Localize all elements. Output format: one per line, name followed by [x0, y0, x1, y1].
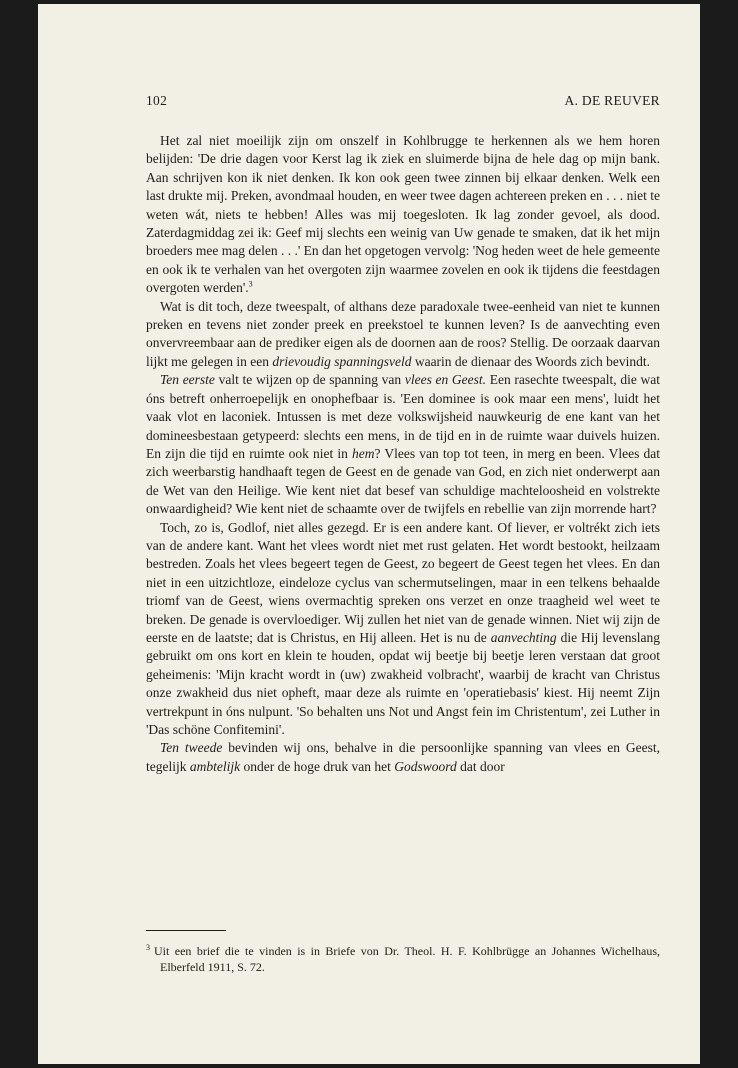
paragraph: Ten eerste valt te wijzen op de spanning van vlees en Geest. Een rasechte tweespalt, die wat óns betreft onherroepelijk en onophefbaar is. 'Een dominee is ook maar een mens', luidt het vaak vlot en laconiek. Intussen is met deze volkswijsheid nauwkeurig de ene kant van het domineesbestaan getypeerd: slechts een mens, in de tijd en in de ruimte waar duivels huizen. En zijn die tijd en ruimte ook niet in hem? Vlees van top tot teen, in merg en been. Vlees dat zich weerbarstig handhaaft tegen de Geest en de genade van God, en zich niet onderwerpt aan de Wet van den Heilige. Wie kent niet dat besef van schuldige machteloosheid en volstrekte onwaardigheid? Wie kent niet de schaamte over de twijfels en rebellie van zijn morrende hart? — [146, 372, 661, 517]
body-text — [146, 132, 660, 776]
emphasis: aanvechting — [490, 629, 557, 645]
book-page — [38, 4, 700, 1064]
footnote-text: Uit een brief die te vinden is in Briefe von Dr. Theol. H. F. Kohlbrügge an Johannes Wichelhaus, Elberfeld 1911, S. 72. — [154, 944, 660, 974]
footnote — [146, 940, 660, 975]
page-header — [146, 93, 660, 109]
emphasis: Ten tweede — [160, 740, 223, 756]
emphasis: Godswoord — [394, 758, 457, 774]
paragraph: Toch, zo is, Godlof, niet alles gezegd. Er is een andere kant. Of liever, er voltrékt zich iets van de andere kant. Want het vlees wordt niet met rust gelaten. Het wordt bestookt, heilzaam bestreden. Zoals het vlees begeert tegen de Geest, zo begeert de Geest tegen het vlees. En dan niet in een uitzichtloze, eindeloze cyclus van schermutselingen, maar in een telkens behaalde triomf van de Geest, wiens overmachtig spreken ons verzet en onze traagheid wel weet te breken. De genade is overvloediger. Wij zullen het niet van de genade winnen. Niet wij zijn de eerste en de laatste; dat is Christus, en Hij alleen. Het is nu de aanvechting die Hij levenslang gebruikt om ons kort en klein te houden, opdat wij beetje bij beetje leren verstaan dat groot geheimenis: 'Mijn kracht wordt in (uw) zwakheid volbracht', waarbij de kracht van Christus onze zwakheid dus niet opheft, maar deze als ruimte en 'operatiebasis' kiest. Hij neemt Zijn vertrekpunt in óns nulpunt. 'So behalten uns Not und Angst fein im Christentum', zei Luther in 'Das schöne Confitemini'. — [146, 519, 660, 737]
emphasis: ambtelijk — [189, 758, 241, 774]
paragraph: Wat is dit toch, deze tweespalt, of althans deze paradoxale twee-eenheid van niet te kunnen preken en tevens niet zonder preek en preekstoel te kunnen leven? Is de aanvechting even onvervreembaar aan de prediker eigen als de doornen aan de roos? Stellig. De oorzaak daarvan lijkt me gelegen in een drievoudig spanningsveld waarin de dienaar des Woords zich bevindt. — [146, 298, 660, 369]
emphasis: hem — [352, 445, 375, 461]
paragraph: Ten tweede bevinden wij ons, behalve in die persoonlijke spanning van vlees en Geest, tegelijk ambtelijk onder de hoge druk van het Godswoord dat door — [146, 740, 661, 774]
footnote-mark: 3 — [146, 943, 150, 952]
emphasis: drievoudig spanningsveld — [272, 353, 412, 369]
page-number: 102 — [146, 93, 168, 108]
footnote-divider — [146, 930, 226, 931]
running-head: A. DE REUVER — [564, 93, 660, 108]
emphasis: vlees en Geest. — [404, 372, 487, 388]
emphasis: Ten eerste — [160, 372, 215, 388]
footnote-reference: 3 — [248, 279, 253, 289]
paragraph: Het zal niet moeilijk zijn om onszelf in Kohlbrugge te herkennen als we hem horen belijden: 'De drie dagen voor Kerst lag ik ziek en sluimerde bijna de hele dag op mijn bank. Aan schrijven kon ik niet denken. Ik kon ook geen twee zinnen bij elkaar denken. Welk een last drukte mij. Preken, avondmaal houden, en weer twee dagen achtereen preken en . . . niet te weten wát, niets te hebben! Alles was mij toegesloten. Ik lag zonder gevoel, als dood. Zaterdagmiddag zei ik: Geef mij slechts een weinig van Uw genade te smaken, dat ik het mijn broeders mee mag delen . . .' En dan het opgetogen vervolg: 'Nog heden weet de hele gemeente en ook ik te verhalen van het overgoten zijn waarmee zovelen en ook ik tijdens die feestdagen overgoten werden'.$^3$ — [146, 133, 660, 296]
